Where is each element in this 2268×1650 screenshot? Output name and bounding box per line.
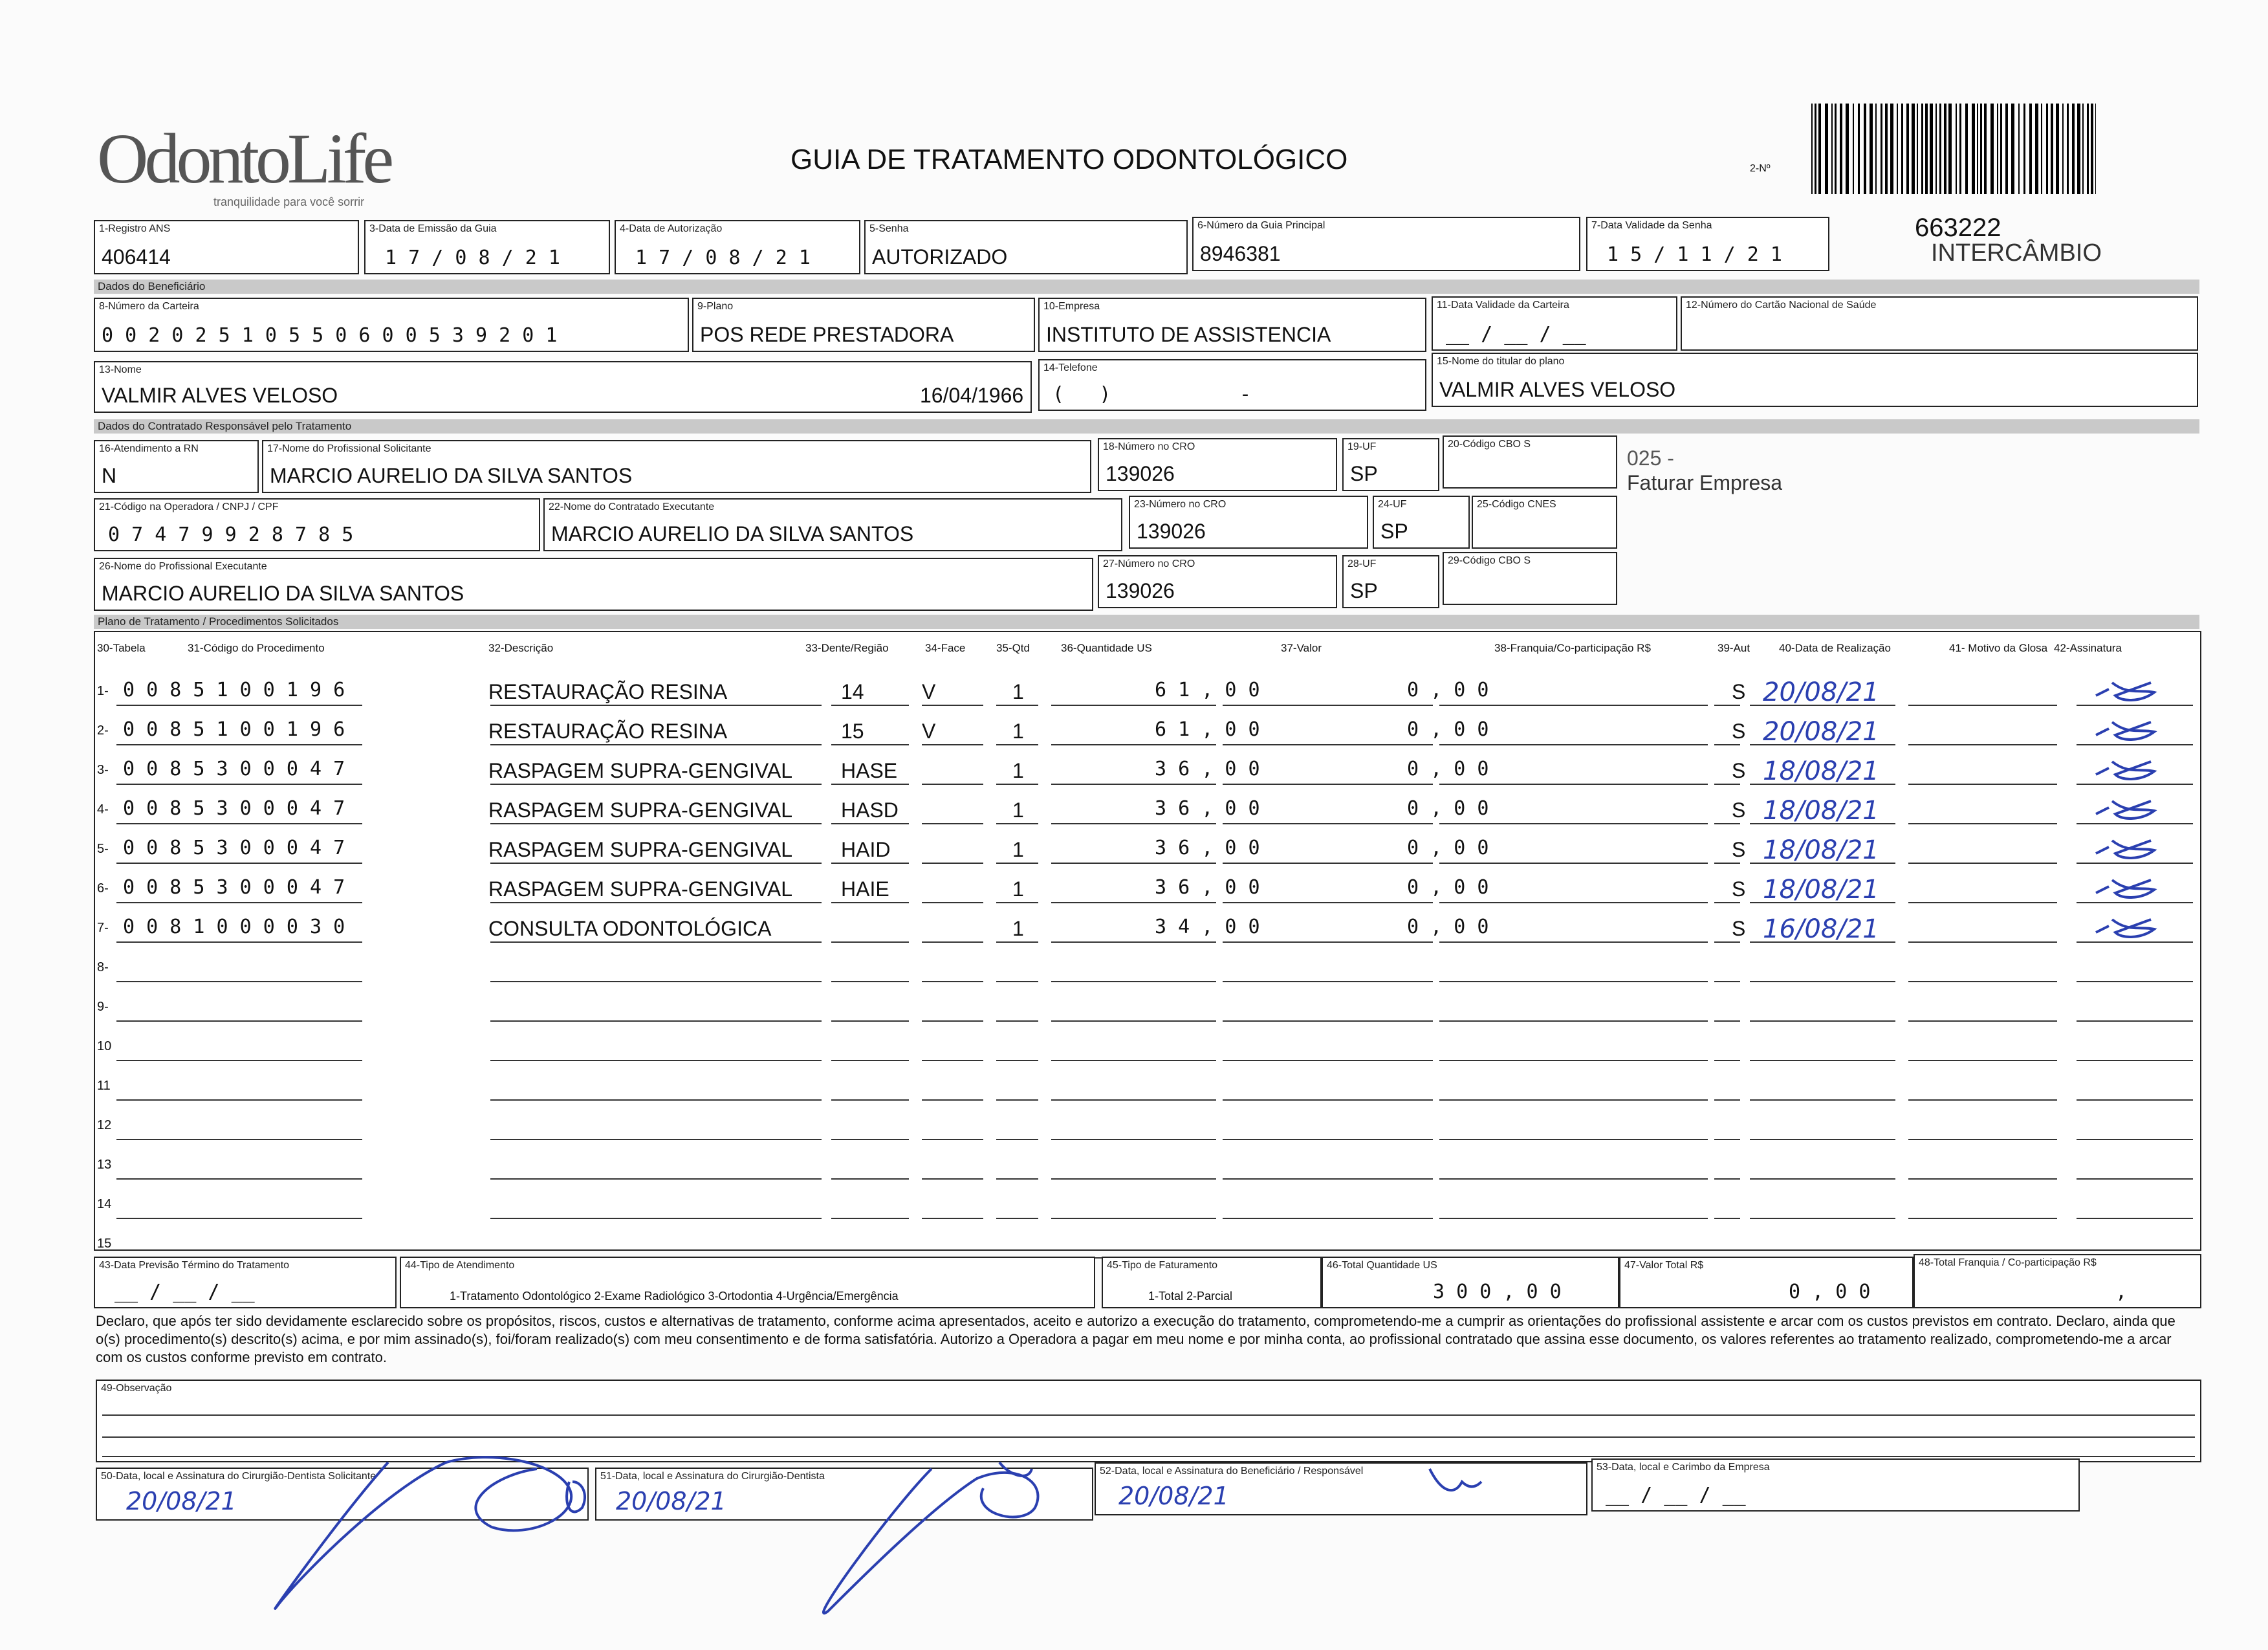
- row-dente: HAID: [841, 838, 891, 861]
- carteira-field: 8-Número da Carteira 0 0 2 0 2 5 1 0 5 5 0 6 0 0 5 3 9 2 0 1: [94, 298, 689, 352]
- row-valor: 0 , 0 0: [1407, 718, 1489, 741]
- col-glosa: 41- Motivo da Glosa: [1949, 642, 2048, 654]
- observacao-field: 49-Observação: [96, 1380, 2201, 1462]
- data-beneficiario: 20/08/21: [1118, 1482, 1229, 1510]
- row-data: 18/08/21: [1763, 756, 1879, 786]
- nome-field: 13-Nome VALMIR ALVES VELOSO 16/04/1966: [94, 361, 1032, 413]
- cartao-nacional-field: 12-Número do Cartão Nacional de Saúde: [1681, 296, 2198, 351]
- data-cirurgiao: 20/08/21: [616, 1487, 726, 1515]
- table-row: [0, 1150, 2268, 1189]
- row-number: 12: [97, 1118, 112, 1132]
- row-us: 3 4 , 0 0: [1155, 916, 1260, 938]
- row-us: 3 6 , 0 0: [1155, 758, 1260, 780]
- table-row: [0, 1031, 2268, 1071]
- row-descricao: RASPAGEM SUPRA-GENGIVAL: [488, 798, 793, 822]
- row-descricao: CONSULTA ODONTOLÓGICA: [488, 917, 772, 940]
- col-assinatura: 42-Assinatura: [2054, 642, 2122, 654]
- row-signature-mark: [2089, 874, 2167, 906]
- row-valor: 0 , 0 0: [1407, 679, 1489, 701]
- row-valor: 0 , 0 0: [1407, 876, 1489, 899]
- row-qtd: 1: [1012, 917, 1024, 940]
- row-descricao: RASPAGEM SUPRA-GENGIVAL: [488, 877, 793, 901]
- assinatura-solicitante-field: 50-Data, local e Assinatura do Cirurgião-Dentista Solicitante 20/08/21: [96, 1468, 589, 1521]
- section-contratado: Dados do Contratado Responsável pelo Tratamento: [94, 419, 2199, 434]
- row-us: 3 6 , 0 0: [1155, 876, 1260, 899]
- section-beneficiario: Dados do Beneficiário: [94, 280, 2199, 294]
- row-us: 6 1 , 0 0: [1155, 679, 1260, 701]
- row-data: 18/08/21: [1763, 796, 1879, 826]
- row-signature-mark: [2089, 716, 2167, 748]
- registro-ans-field: 1-Registro ANS 406414: [94, 220, 359, 274]
- row-valor: 0 , 0 0: [1407, 916, 1489, 938]
- side-note-code: 025 -: [1627, 446, 1674, 470]
- previsao-field: 43-Data Previsão Término do Tratamento __ / __ / __: [94, 1257, 397, 1308]
- row-number: 6-: [97, 881, 109, 896]
- table-row: [0, 716, 2268, 755]
- row-aut: S: [1732, 720, 1746, 743]
- col-us: 36-Quantidade US: [1061, 642, 1152, 654]
- col-face: 34-Face: [925, 642, 966, 654]
- col-data: 40-Data de Realização: [1779, 642, 1891, 654]
- row-codigo: 0 0 8 5 3 0 0 0 4 7: [123, 837, 345, 859]
- row-codigo: 0 0 8 5 3 0 0 0 4 7: [123, 797, 345, 820]
- row-descricao: RASPAGEM SUPRA-GENGIVAL: [488, 838, 793, 861]
- row-dente: 14: [841, 680, 864, 703]
- tipo-atendimento-field: 44-Tipo de Atendimento 1-Tratamento Odontológico 2-Exame Radiológico 3-Ortodontia 4-Urgência/Emergência: [400, 1257, 1095, 1308]
- guide-type: INTERCÂMBIO: [1931, 239, 2102, 267]
- side-note-text: Faturar Empresa: [1627, 471, 1783, 494]
- row-signature-mark: [2089, 795, 2167, 827]
- atendimento-rn-field: 16-Atendimento a RN N: [94, 440, 259, 493]
- titular-field: 15-Nome do titular do plano VALMIR ALVES VELOSO: [1432, 353, 2198, 407]
- empresa-field: 10-Empresa INSTITUTO DE ASSISTENCIA: [1038, 298, 1426, 352]
- table-row: [0, 676, 2268, 716]
- row-codigo: 0 0 8 1 0 0 0 0 3 0: [123, 916, 345, 938]
- telefone-field: 14-Telefone ( ) -: [1038, 359, 1426, 411]
- table-row: [0, 874, 2268, 913]
- row-valor: 0 , 0 0: [1407, 758, 1489, 780]
- row-number: 14: [97, 1197, 112, 1211]
- col-dente: 33-Dente/Região: [805, 642, 889, 654]
- row-aut: S: [1732, 798, 1746, 822]
- uf-solicitante-field: 19-UF SP: [1342, 438, 1439, 491]
- tipo-faturamento-field: 45-Tipo de Faturamento 1-Total 2-Parcial: [1102, 1257, 1322, 1308]
- section-plano-tratamento: Plano de Tratamento / Procedimentos Solicitados: [94, 615, 2199, 629]
- row-number: 15: [97, 1237, 112, 1251]
- col-descricao: 32-Descrição: [488, 642, 554, 654]
- row-number: 4-: [97, 802, 109, 817]
- row-aut: S: [1732, 759, 1746, 782]
- carimbo-empresa-field: 53-Data, local e Carimbo da Empresa __ / __ / __: [1591, 1458, 2080, 1512]
- table-row: [0, 1110, 2268, 1150]
- row-qtd: 1: [1012, 798, 1024, 822]
- row-number: 3-: [97, 763, 109, 777]
- row-valor: 0 , 0 0: [1407, 837, 1489, 859]
- row-aut: S: [1732, 917, 1746, 940]
- col-valor: 37-Valor: [1281, 642, 1322, 654]
- declaration-text: Declaro, que após ter sido devidamente esclarecido sobre os propósitos, riscos, custos e alternativas de tratamento, conforme acima apresentados, aceito e autorizo a execução do tratamento, comprometendo-me a cumprir as orientações do profissional assistente e arcar com os custos previstos em contrato. Declaro, ainda que o(s) procedimento(s) descrito(s) acima, e por mim assinado(s), foi/foram realizado(s) com meu consentimento e de forma satisfatória. Autorizo a Operadora a pagar em meu nome e por minha conta, ao profissional contratado que assina esse documento, os valores referentes ao tratamento realizado, comprometendo-me a arcar com os custos conforme previsto em contrato.: [96, 1313, 2175, 1365]
- row-qtd: 1: [1012, 720, 1024, 743]
- row-aut: S: [1732, 838, 1746, 861]
- data-solicitante: 20/08/21: [126, 1487, 237, 1515]
- table-row: [0, 834, 2268, 874]
- col-franquia: 38-Franquia/Co-participação R$: [1494, 642, 1651, 654]
- row-descricao: RESTAURAÇÃO RESINA: [488, 680, 728, 703]
- table-row: [0, 952, 2268, 992]
- row-dente: HAIE: [841, 877, 889, 901]
- row-us: 3 6 , 0 0: [1155, 797, 1260, 820]
- row-qtd: 1: [1012, 877, 1024, 901]
- guide-number: 663222: [1915, 214, 2001, 242]
- cbo-executante-field: 29-Código CBO S: [1443, 552, 1617, 605]
- row-qtd: 1: [1012, 759, 1024, 782]
- page-title: GUIA DE TRATAMENTO ODONTOLÓGICO: [791, 144, 1348, 175]
- row-number: 11: [97, 1079, 111, 1093]
- table-row: [0, 755, 2268, 795]
- row-number: 1-: [97, 684, 109, 698]
- table-row: [0, 1189, 2268, 1229]
- profissional-executante-field: 26-Nome do Profissional Executante MARCIO AURELIO DA SILVA SANTOS: [94, 558, 1093, 611]
- table-row: [0, 1071, 2268, 1110]
- numero-label: 2-Nº: [1750, 163, 1771, 174]
- senha-field: 5-Senha AUTORIZADO: [864, 220, 1188, 274]
- row-number: 5-: [97, 842, 109, 856]
- row-dente: HASE: [841, 759, 898, 782]
- row-face: V: [922, 680, 936, 703]
- row-signature-mark: [2089, 913, 2167, 945]
- row-signature-mark: [2089, 755, 2167, 787]
- row-number: 2-: [97, 723, 109, 738]
- cbo-solicitante-field: 20-Código CBO S: [1443, 435, 1617, 489]
- cro-solicitante-field: 18-Número no CRO 139026: [1098, 438, 1337, 491]
- data-emissao-field: 3-Data de Emissão da Guia 1 7 / 0 8 / 2 1: [364, 220, 610, 274]
- row-dente: 15: [841, 720, 864, 743]
- row-number: 10: [97, 1039, 112, 1053]
- row-qtd: 1: [1012, 680, 1024, 703]
- col-aut: 39-Aut: [1717, 642, 1750, 654]
- row-codigo: 0 0 8 5 1 0 0 1 9 6: [123, 679, 345, 701]
- row-data: 20/08/21: [1763, 717, 1879, 747]
- assinatura-beneficiario-field: 52-Data, local e Assinatura do Beneficiário / Responsável 20/08/21: [1095, 1462, 1587, 1515]
- row-face: V: [922, 720, 936, 743]
- data-autorizacao-field: 4-Data de Autorização 1 7 / 0 8 / 2 1: [615, 220, 860, 274]
- row-descricao: RASPAGEM SUPRA-GENGIVAL: [488, 759, 793, 782]
- total-franquia-field: 48-Total Franquia / Co-participação R$ ,: [1914, 1254, 2201, 1308]
- codigo-operadora-field: 21-Código na Operadora / CNPJ / CPF 0 7 4 7 9 9 2 8 7 8 5: [94, 498, 540, 551]
- row-signature-mark: [2089, 834, 2167, 866]
- row-aut: S: [1732, 877, 1746, 901]
- uf-executante-field: 24-UF SP: [1373, 496, 1470, 549]
- data-nascimento: 16/04/1966: [920, 384, 1024, 407]
- row-data: 18/08/21: [1763, 875, 1879, 905]
- uf-prof-executante-field: 28-UF SP: [1342, 555, 1439, 608]
- validade-carteira-field: 11-Data Validade da Carteira __ / __ / __: [1432, 296, 1677, 351]
- row-data: 20/08/21: [1763, 677, 1879, 707]
- row-codigo: 0 0 8 5 3 0 0 0 4 7: [123, 876, 345, 899]
- cro-executante-field: 23-Número no CRO 139026: [1129, 496, 1368, 549]
- row-data: 16/08/21: [1763, 914, 1879, 944]
- row-number: 9-: [97, 1000, 109, 1014]
- cnes-field: 25-Código CNES: [1472, 496, 1617, 549]
- row-us: 6 1 , 0 0: [1155, 718, 1260, 741]
- barcode: [1811, 104, 2096, 194]
- table-row: [0, 795, 2268, 834]
- valor-total-field: 47-Valor Total R$ 0 , 0 0: [1619, 1257, 1914, 1308]
- col-tabela: 30-Tabela: [97, 642, 146, 654]
- row-qtd: 1: [1012, 838, 1024, 861]
- row-valor: 0 , 0 0: [1407, 797, 1489, 820]
- col-codigo: 31-Código do Procedimento: [188, 642, 325, 654]
- logo-text: OdontoLife: [97, 119, 391, 198]
- logo-tagline: tranquilidade para você sorrir: [213, 195, 365, 208]
- col-qtd: 35-Qtd: [996, 642, 1030, 654]
- row-codigo: 0 0 8 5 1 0 0 1 9 6: [123, 718, 345, 741]
- logo: [97, 119, 391, 208]
- guia-principal-field: 6-Número da Guia Principal 8946381: [1192, 217, 1580, 271]
- row-signature-mark: [2089, 676, 2167, 709]
- row-number: 13: [97, 1158, 112, 1172]
- row-number: 7-: [97, 921, 109, 935]
- cro-prof-executante-field: 27-Número no CRO 139026: [1098, 555, 1337, 608]
- row-dente: HASD: [841, 798, 899, 822]
- row-aut: S: [1732, 680, 1746, 703]
- row-codigo: 0 0 8 5 3 0 0 0 4 7: [123, 758, 345, 780]
- profissional-solicitante-field: 17-Nome do Profissional Solicitante MARCIO AURELIO DA SILVA SANTOS: [262, 440, 1091, 493]
- row-us: 3 6 , 0 0: [1155, 837, 1260, 859]
- row-descricao: RESTAURAÇÃO RESINA: [488, 720, 728, 743]
- row-number: 8-: [97, 960, 109, 974]
- assinatura-cirurgiao-field: 51-Data, local e Assinatura do Cirurgião-Dentista 20/08/21: [595, 1468, 1093, 1521]
- table-row: [0, 913, 2268, 952]
- validade-senha-field: 7-Data Validade da Senha 1 5 / 1 1 / 2 1: [1586, 217, 1829, 271]
- table-row: [0, 992, 2268, 1031]
- total-us-field: 46-Total Quantidade US 3 0 0 , 0 0: [1322, 1257, 1619, 1308]
- plano-field: 9-Plano POS REDE PRESTADORA: [692, 298, 1035, 352]
- contratado-executante-field: 22-Nome do Contratado Executante MARCIO AURELIO DA SILVA SANTOS: [543, 498, 1122, 551]
- row-data: 18/08/21: [1763, 835, 1879, 865]
